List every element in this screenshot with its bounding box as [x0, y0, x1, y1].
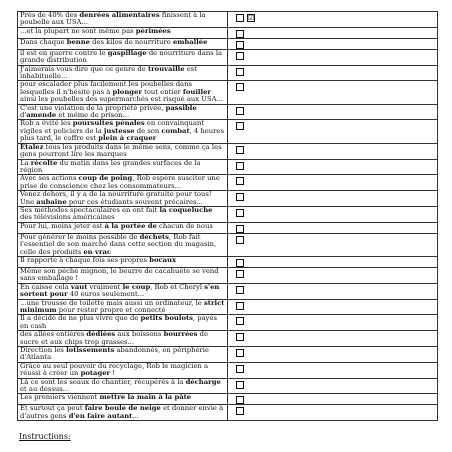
- sentence-cell: [18, 175, 228, 191]
- checkbox[interactable]: [236, 177, 244, 185]
- sentence-cell: [18, 315, 228, 331]
- sentence-text: ...et la plupart ne sont même pas: [20, 26, 136, 35]
- vocabulary-term: poursuites pénales: [72, 119, 145, 128]
- sentence-text: Grâce au seul pouvoir du recyclage, Rob le magicien a réussi à créer un: [20, 361, 209, 378]
- vocabulary-row: [18, 267, 438, 283]
- sentence-cell: [18, 27, 228, 38]
- sentence-cell: [18, 362, 228, 378]
- checkbox-cell: [228, 49, 438, 65]
- vocabulary-term: lotissements: [66, 346, 115, 355]
- vocabulary-term: amende: [26, 111, 57, 120]
- checkbox-cell: [228, 405, 438, 421]
- checkbox[interactable]: [236, 14, 244, 22]
- vocabulary-term: d'en faire autant: [68, 411, 133, 420]
- sentence-text: en convainquant vigiles et policiers de la: [20, 119, 205, 135]
- vocabulary-term: faire boule de neige: [84, 404, 161, 413]
- checkbox[interactable]: [236, 259, 244, 267]
- sentence-text: Il rapporte à chaque fois ses propres: [20, 255, 150, 264]
- vocabulary-row: [18, 38, 438, 49]
- vocabulary-row: [18, 12, 438, 28]
- vocabulary-term: strict minimum: [20, 298, 225, 314]
- checkbox[interactable]: [236, 381, 244, 389]
- sentence-text: il est en guerre contre le: [20, 48, 108, 57]
- sentence-text: tout entier: [141, 87, 183, 96]
- vocabulary-term: gaspillage: [107, 48, 147, 57]
- checkbox[interactable]: [236, 270, 244, 278]
- checkbox[interactable]: [236, 52, 244, 60]
- checkbox-cell: [228, 38, 438, 49]
- vocabulary-term: à la portée de: [104, 221, 157, 230]
- sentence-cell: [18, 12, 228, 28]
- vocabulary-rows: [18, 12, 438, 421]
- sentence-cell: [18, 143, 228, 159]
- vocabulary-term: dédiées: [86, 330, 116, 339]
- vocabulary-row: [18, 405, 438, 421]
- sentence-text: Même son péché mignon, le beurre de cacahuète se vend sans emballage !: [20, 266, 219, 283]
- checkbox-cell: [228, 12, 438, 28]
- vocabulary-row: [18, 331, 438, 347]
- vocabulary-term: passible: [165, 103, 197, 112]
- checkbox-cell: [228, 27, 438, 38]
- vocabulary-row: [18, 315, 438, 331]
- vocabulary-row: [18, 191, 438, 207]
- vocabulary-row: [18, 120, 438, 143]
- vocabulary-row: [18, 81, 438, 104]
- checkbox[interactable]: [236, 286, 244, 294]
- sentence-cell: [18, 120, 228, 143]
- sentence-text: Direction les: [20, 346, 67, 355]
- sentence-cell: [18, 222, 228, 233]
- checkbox-cell: [228, 394, 438, 405]
- vocabulary-row: [18, 143, 438, 159]
- sentence-cell: [18, 256, 228, 267]
- vocabulary-term: aubaine: [36, 197, 67, 206]
- sentence-cell: [18, 378, 228, 394]
- vocabulary-table: [17, 11, 438, 421]
- vocabulary-row: [18, 104, 438, 120]
- vocabulary-row: [18, 299, 438, 315]
- checkbox-cell: [228, 206, 438, 222]
- checkbox[interactable]: [236, 317, 244, 325]
- sentence-text: ainsi les poubelles des supermarchés est risqué aux USA...: [20, 95, 224, 104]
- checkbox-cell: [228, 222, 438, 233]
- sentence-text: Rob a évité les: [20, 119, 73, 128]
- checkbox-cell: [228, 362, 438, 378]
- checkbox[interactable]: [236, 302, 244, 310]
- sentence-text: abandonnés, en périphérie d'Atlanta: [20, 346, 209, 362]
- checkbox[interactable]: [236, 407, 244, 415]
- checkbox[interactable]: [236, 333, 244, 341]
- sentence-cell: [18, 38, 228, 49]
- sentence-text: J'aimerais vous dire que ce genre de: [20, 64, 148, 73]
- vocabulary-term: benne: [66, 37, 90, 46]
- vocabulary-term: vaut: [70, 282, 88, 291]
- vocabulary-term: le coup: [122, 282, 151, 291]
- vocabulary-term: décharge: [185, 377, 221, 386]
- checkbox[interactable]: [236, 349, 244, 357]
- sentence-text: est inhabituelle...: [20, 64, 197, 81]
- sentence-text: Dans chaque: [20, 37, 67, 46]
- vocabulary-row: [18, 222, 438, 233]
- sentence-text: pour ces étudiants souvent précaires...: [66, 197, 203, 206]
- sentence-text: et au dessus...: [20, 385, 70, 394]
- sentence-text: ...une trousse de toilette mais aussi un ordinateur, le: [20, 298, 204, 307]
- vocabulary-row: [18, 256, 438, 267]
- checkbox-cell: [228, 143, 438, 159]
- vocabulary-row: [18, 175, 438, 191]
- sentence-cell: [18, 81, 228, 104]
- vocabulary-term: déchets: [139, 232, 170, 241]
- sentence-cell: [18, 65, 228, 81]
- vocabulary-term: la coqueluche: [159, 205, 213, 214]
- sentence-text: 40 euros seulement...: [67, 290, 145, 299]
- sentence-text: et donner envie à d'autres gens: [20, 404, 224, 420]
- sentence-text: Près de 40% des: [20, 11, 80, 19]
- vocabulary-row: [18, 283, 438, 299]
- vocabulary-term: bourrées: [163, 330, 198, 339]
- sentence-text: finissent à la poubelle aux USA...: [20, 11, 206, 27]
- checkbox[interactable]: [236, 236, 244, 244]
- sentence-text: Ses méthodes spectaculaires en ont fait: [20, 205, 160, 214]
- checkbox[interactable]: [236, 225, 244, 233]
- vocabulary-term: justesse: [103, 126, 135, 135]
- vocabulary-term: plonger: [112, 87, 142, 96]
- sentence-text: , Rob espère susciter une prise de conscience chez les consommateurs...: [20, 174, 220, 190]
- sentence-cell: [18, 347, 228, 363]
- checkbox[interactable]: [236, 396, 244, 404]
- sentence-text: vraiment: [87, 282, 123, 291]
- sentence-text: et même de prison...: [56, 111, 130, 120]
- sentence-cell: [18, 299, 228, 315]
- vocabulary-row: [18, 378, 438, 394]
- vocabulary-term: en vrac: [83, 247, 112, 256]
- checkbox-cell: [228, 315, 438, 331]
- checkbox-cell: [228, 104, 438, 120]
- sentence-text: Venez dehors, il y a de la nourriture gratuite pour tous! Une: [20, 190, 212, 206]
- sentence-text: d': [20, 111, 27, 120]
- sentence-cell: [18, 267, 228, 283]
- sentence-text: des allées entières: [20, 330, 87, 339]
- vocabulary-row: [18, 65, 438, 81]
- sentence-text: , payés en cash: [20, 314, 218, 330]
- checkbox-cell: [228, 159, 438, 175]
- vocabulary-term: potager: [80, 369, 111, 378]
- sentence-text: !: [110, 369, 116, 378]
- checkbox[interactable]: [236, 107, 244, 115]
- vocabulary-term: Étalez: [20, 142, 44, 151]
- sentence-text: Et surtout ça peut: [20, 404, 85, 413]
- checkbox-cell: [228, 378, 438, 394]
- vocabulary-term: emballée: [172, 37, 208, 46]
- checkbox[interactable]: [236, 122, 244, 130]
- vocabulary-term: fouiller: [182, 87, 211, 96]
- checkbox-cell: [228, 191, 438, 207]
- checkbox[interactable]: [236, 162, 244, 170]
- vocabulary-term: récolte: [30, 158, 58, 167]
- checkbox-cell: [228, 283, 438, 299]
- sentence-text: des kilos de nourriture: [89, 37, 173, 46]
- sentence-text: chacun de nous: [156, 221, 213, 230]
- checkbox[interactable]: [236, 41, 244, 49]
- vocabulary-row: [18, 347, 438, 363]
- checkbox-cell: [228, 65, 438, 81]
- sentence-text: Là ce sont les seaux de chantier, récupérés à la: [20, 377, 186, 386]
- sentence-text: C'est une violation de la propriété privée,: [20, 103, 166, 112]
- vocabulary-row: [18, 233, 438, 256]
- vocabulary-term: petits boulots: [140, 314, 193, 323]
- sentence-text: , Rob et Cheryl: [150, 282, 205, 291]
- checkbox[interactable]: [236, 146, 244, 154]
- checkbox[interactable]: [236, 193, 244, 201]
- checkbox-cell: [228, 81, 438, 104]
- checkbox[interactable]: [236, 365, 244, 373]
- sentence-cell: [18, 49, 228, 65]
- checkbox-cell: [228, 331, 438, 347]
- sentence-text: La: [20, 158, 31, 167]
- vocabulary-term: trouvaille: [147, 64, 185, 73]
- sentence-text: Les premiers viennent: [20, 393, 100, 402]
- sentence-text: du matin dans les grandes surfaces de la région: [20, 158, 201, 174]
- vocabulary-term: plein à craquer: [98, 134, 157, 143]
- vocabulary-term: bocaux: [149, 255, 177, 264]
- checkbox-cell: [228, 267, 438, 283]
- sentence-cell: [18, 104, 228, 120]
- sentence-text: de nourriture dans la grande distribution: [20, 48, 223, 65]
- vocabulary-term: mettre la main à la pâte: [99, 393, 192, 402]
- sentence-cell: [18, 283, 228, 299]
- sentence-text: aux boissons: [115, 330, 164, 339]
- sentence-text: des télévisions américaines: [20, 213, 115, 222]
- sentence-text: En caisse cela: [20, 282, 71, 291]
- checkbox-cell: [228, 120, 438, 143]
- sentence-cell: [18, 331, 228, 347]
- sentence-text: , Rob fait l'essentiel de son marché dans cette section du magasin, celle des produits: [20, 232, 217, 256]
- sentence-text: Pour générer le moins possible de: [20, 232, 140, 241]
- checkbox[interactable]: [236, 83, 244, 91]
- instructions-label: Instructions:: [19, 432, 71, 441]
- checkbox[interactable]: [236, 30, 244, 38]
- sentence-text: de son: [134, 126, 162, 135]
- checkbox-cell: [228, 347, 438, 363]
- vocabulary-row: [18, 49, 438, 65]
- checked-checkbox[interactable]: [247, 14, 255, 22]
- sentence-text: de sucre et aux chips trop grasses...: [20, 330, 208, 346]
- sentence-cell: [18, 206, 228, 222]
- vocabulary-term: combat: [161, 126, 190, 135]
- sentence-text: ...: [132, 411, 139, 420]
- vocabulary-row: [18, 27, 438, 38]
- vocabulary-term: coup de poing: [78, 174, 133, 183]
- checkbox-cell: [228, 299, 438, 315]
- vocabulary-row: [18, 206, 438, 222]
- sentence-text: Il a décidé de ne plus vivre que de: [20, 314, 141, 323]
- sentence-text: Avec ses actions: [20, 174, 79, 183]
- checkbox[interactable]: [236, 209, 244, 217]
- sentence-cell: [18, 405, 228, 421]
- sentence-cell: [18, 159, 228, 175]
- sentence-text: Pour lui, moins jeter est: [20, 221, 105, 230]
- sentence-text: , 4 heures plus tard, le coffre est: [20, 126, 224, 143]
- checkbox-cell: [228, 233, 438, 256]
- sentence-text: tous les produits dans le même sens, comme ça les gens pourront lire les marques: [20, 142, 222, 159]
- sentence-cell: [18, 191, 228, 207]
- vocabulary-row: [18, 159, 438, 175]
- sentence-text: pour rester propre et connecté: [56, 306, 166, 314]
- checkbox-cell: [228, 256, 438, 267]
- checkbox-cell: [228, 175, 438, 191]
- sentence-cell: [18, 233, 228, 256]
- checkbox[interactable]: [236, 68, 244, 76]
- sentence-text: pour escalader plus facilement les poubelles dans lesquelles il n'hésite pas à: [20, 80, 192, 96]
- vocabulary-term: denrées alimentaires: [79, 11, 160, 19]
- vocabulary-term: périmées: [135, 26, 171, 35]
- checkmark-icon: ☑: [248, 14, 255, 22]
- vocabulary-row: [18, 362, 438, 378]
- vocabulary-term: s'en sortent pour: [20, 282, 220, 299]
